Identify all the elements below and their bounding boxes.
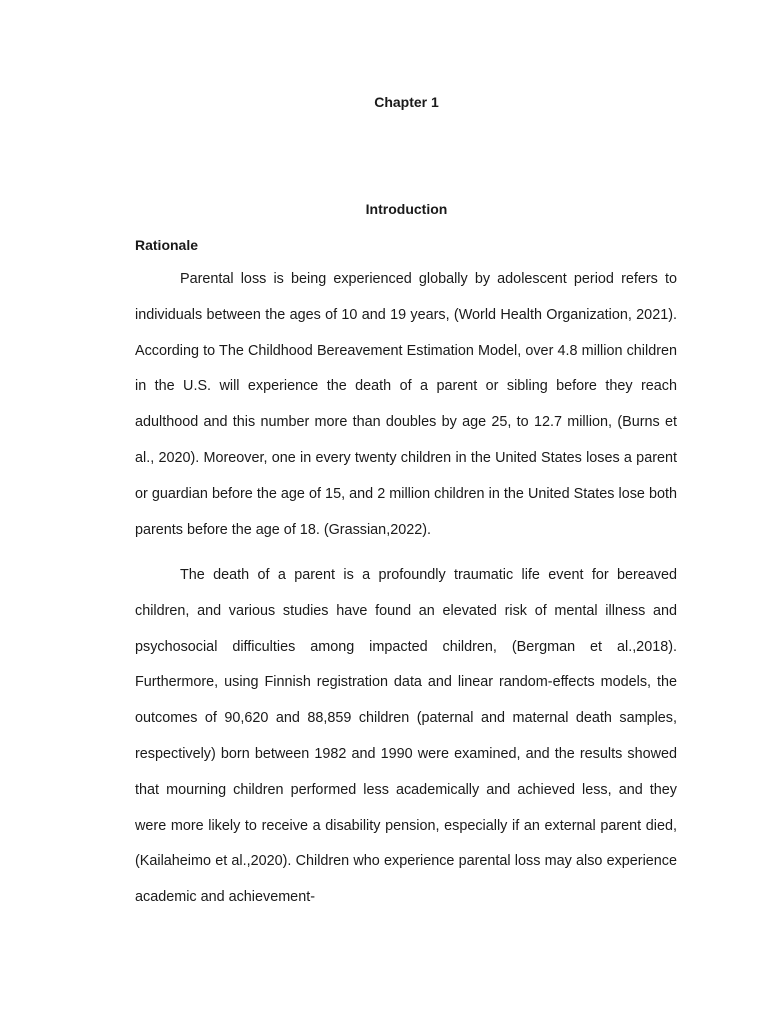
body-paragraph: The death of a parent is a profoundly traumatic life event for bereaved children, and various studies have found an elevated risk of mental illness and psychosocial difficulties among impacted children, (Bergman et al.,2018). Furthermore, using Finnish registration data and linear random-effects models, the outcomes of 90,620 and 88,859 children (paternal and maternal death samples, respectively) born between 1982 and 1990 were examined, and the results showed that mourning children performed less academically and achieved less, and they were more likely to receive a disability pension, especially if an external parent died, (Kailaheimo et al.,2020). Children who experience parental loss may also experience academic and achievement- <box>135 567 677 906</box>
subsection-heading: Rationale <box>135 237 199 253</box>
body-paragraph: Parental loss is being experienced globally by adolescent period refers to individuals between the ages of 10 and 19 years, (World Health Organization, 2021). According to The Childhood Bereavement Estimation Model, over 4.8 million children in the U.S. will experience the death of a parent or sibling before they reach adulthood and this number more than doubles by age 25, to 12.7 million, (Burns et al., 2020). Moreover, one in every twenty children in the United States loses a parent or guardian before the age of 15, and 2 million children in the United States lose both parents before the age of 18. (Grassian,2022). <box>135 271 677 538</box>
chapter-title: Chapter 1 <box>374 94 439 110</box>
section-title: Introduction <box>365 201 448 217</box>
